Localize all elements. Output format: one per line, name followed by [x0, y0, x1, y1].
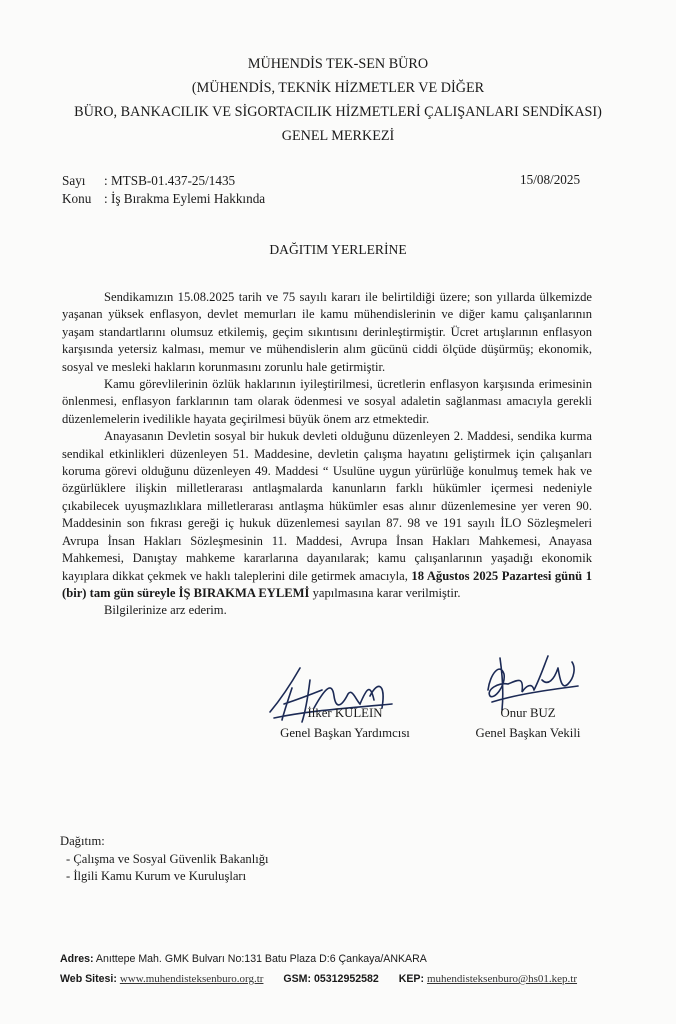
paragraph-3-bold: 18 Ağustos 2025 Pazartesi günü 1 (bir) tam gün süreyle İŞ BIRAKMA EYLEMİ — [62, 568, 592, 600]
letter-footer — [60, 949, 577, 989]
kep-link[interactable]: muhendisteksenburo@hs01.kep.tr — [426, 973, 578, 985]
letter-body — [62, 289, 592, 620]
signatory-right-name: Onur BUZ — [500, 706, 556, 720]
org-headquarters: GENEL MERKEZİ — [281, 128, 395, 144]
signatory-right-title: Genel Başkan Vekili — [475, 726, 581, 740]
letter-meta — [62, 172, 265, 208]
paragraph-4: Bilgilerinize arz ederim. — [104, 603, 227, 618]
distribution-item: - Çalışma ve Sosyal Güvenlik Bakanlığı — [66, 851, 269, 866]
letterhead — [0, 52, 676, 148]
org-subtitle-2: BÜRO, BANKACILIK VE SİGORTACILIK HİZMETLERİ ÇALIŞANLARI SENDİKASI) — [74, 104, 602, 120]
signature-left — [260, 703, 430, 743]
signatory-left-title: Genel Başkan Yardımcısı — [280, 726, 410, 740]
recipient-heading: DAĞITIM YERLERİNE — [269, 242, 407, 257]
paragraph-1: Sendikamızın 15.08.2025 tarih ve 75 sayılı kararı ile belirtildiği üzere; son yıllarda ülkemizde yaşanan yüksek enflasyon, devlet memurları ile kamu mühendislerinin ve diğer kamu çalışanlarının yaşam standartlarını olumsuz etkilemiş, geçim sıkıntısını derinleştirmiştir. Ücret artışlarının enflasyon karşısında yetersiz kalması, memur ve mühendislerin alım gücünü ciddi ölçüde düşürmüş; ekonomik, sosyal ve mesleki hakların korunmasını zorunlu hale getirmiştir. — [62, 290, 592, 374]
distribution-item: - İlgili Kamu Kurum ve Kuruluşları — [66, 869, 247, 883]
footer-address-row — [60, 949, 577, 969]
sayi-label: Sayı — [62, 173, 86, 188]
distribution-list — [60, 833, 269, 886]
signature-right — [470, 703, 586, 743]
konu-label: Konu — [62, 191, 92, 206]
org-subtitle-1: (MÜHENDİS, TEKNİK HİZMETLER VE DİĞER — [191, 80, 485, 96]
paragraph-2: Kamu görevlilerinin özlük haklarının iyileştirilmesi, ücretlerin enflasyon karşısında erimesinin önlenmesi, enflasyon farklarının tam olarak ödenmesi ve sosyal adaletin sağlanması amacıyla gerekli düzenlemelerin ivedilikle hayata geçirilmesi büyük önem arz etmektedir. — [62, 377, 592, 426]
paragraph-3 — [62, 428, 592, 602]
footer-contact-row — [60, 969, 577, 989]
signatory-left-name: İlker KULEIN — [307, 706, 383, 720]
org-name: MÜHENDİS TEK-SEN BÜRO — [247, 56, 429, 72]
kep-label: KEP: — [398, 973, 425, 985]
website-link[interactable]: www.muhendisteksenburo.org.tr — [119, 973, 264, 985]
paragraph-3-start: Anayasanın Devletin sosyal bir hukuk devleti olduğunu düzenleyen 2. Maddesi, sendika kurma sendikal etkinlikleri düzenleyen 51. Maddesine, devletin çalışma hayatını geliştirmek için çalışanları koruma görevi olduğunu düzenleyen 49. Maddesi “ Usulüne uygun yürürlüğe konulmuş temek hak ve özgürlüklere ilişkin milletlerarası antlaşmalarda kanunların farklı hükümler içermesi nedeniyle çıkabilecek uyuşmazlıklara milletlerarası antlaşma hükümler esas alınır düzenlemesine yer veren 90. Maddesinin son fıkrası gereği iç hukuk düzenlemesi sayılan 87. 98 ve 191 sayılı İLO Sözleşmeleri Avrupa İnsan Hakları Sözleşmesinin 11. Maddesi, Avrupa İnsan Hakları Mahkemesi, Anayasa Mahkemesi, Danıştay mahkeme kararlarına dayanılarak; kamu çalışanlarının yaşadığı ekonomik kayıplara dikkat çekmek ve haklı taleplerini dile getirmek amacıyla, — [62, 429, 592, 583]
letter-date: 15/08/2025 — [520, 172, 581, 187]
web-label: Web Sitesi: — [60, 973, 117, 985]
distribution-label: Dağıtım: — [60, 834, 105, 848]
sayi-value: : MTSB-01.437-25/1435 — [104, 173, 236, 188]
sayi-row — [62, 172, 265, 190]
address-label: Adres: — [60, 953, 94, 965]
paragraph-3-end: yapılmasına karar verilmiştir. — [309, 585, 461, 600]
gsm-value: 05312952582 — [313, 973, 379, 985]
address-value: Anıttepe Mah. GMK Bulvarı No:131 Batu Plaza D:6 Çankaya/ANKARA — [95, 953, 427, 965]
konu-row — [62, 190, 265, 208]
konu-value: : İş Bırakma Eylemi Hakkında — [104, 191, 266, 206]
gsm-label: GSM: — [283, 973, 312, 985]
